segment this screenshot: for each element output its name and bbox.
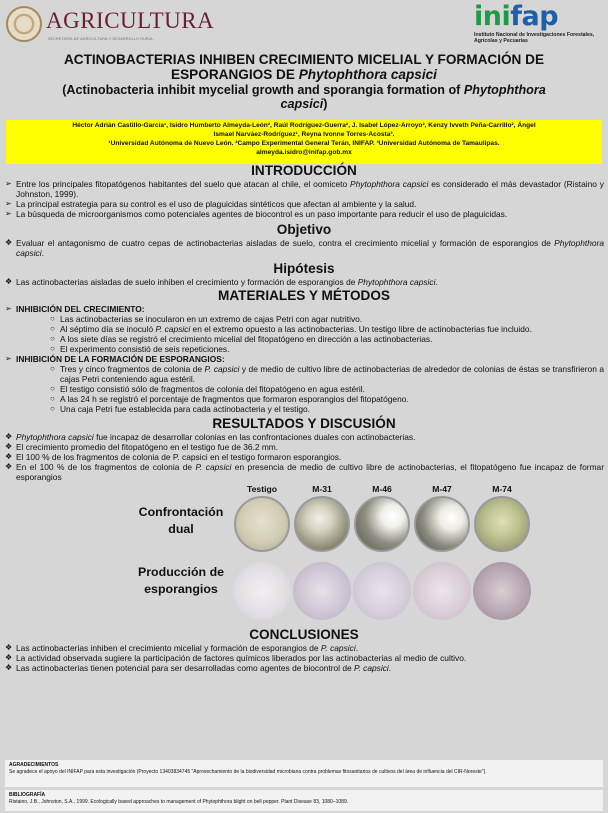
circle-bullet-icon: ○ <box>50 324 55 333</box>
diamond-bullet-icon: ❖ <box>5 462 13 471</box>
microscope-image <box>413 562 471 620</box>
row-label-dual-confrontation: Confrontación dual <box>138 505 224 536</box>
inifap-wordmark: inifap <box>474 1 559 32</box>
circle-bullet-icon: ○ <box>50 314 55 323</box>
circle-bullet-icon: ○ <box>50 404 55 413</box>
results-figure <box>4 484 604 626</box>
institute-name: Instituto Nacional de Investigaciones Forestales, Agrícolas y Pecuarias <box>474 32 595 44</box>
objective-heading: Objetivo <box>276 222 332 237</box>
hypothesis-bullet: ❖ Las actinobacterias aisladas de suelo inhiben el crecimiento y formación de esporangios de Phytophthora capsici. <box>5 277 438 287</box>
row-label-sporangia: Producción de esporangios <box>137 565 225 596</box>
acknowledgements-text: Se agradece el apoyo del INIFAP para esta investigación (Proyecto 13403834745 "Aprovechamiento de la biodiversidad microbiana contra problemas fitosanitarios de cultivos del área de influencia del CIR-Noreste"). <box>9 769 487 775</box>
methods-item: ○ Al séptimo día se inoculó P. capsici en el extremo opuesto a las actinobacterias. Un testigo libre de actinobacterias fue incluido. <box>50 324 532 334</box>
intro-bullet: ➢ Entre los principales fitopatógenos habitantes del suelo que atacan al chile, el oomiceto Phytophthora capsici es considerado el más devastador (Ristaino y Johnston, 1999). <box>5 179 604 199</box>
poster-header <box>0 0 608 52</box>
figure-column-label: M-46 <box>372 484 392 494</box>
results-bullet: ❖ El crecimiento promedio del fitopatógeno en el testigo fue de 36.2 mm. <box>5 442 279 452</box>
contact-email[interactable]: almeyda.isidro@inifap.gob.mx <box>256 149 352 156</box>
methods-subheading: ➢ INHIBICIÓN DE LA FORMACIÓN DE ESPORANGIOS: <box>5 354 225 364</box>
inifap-logo <box>472 2 606 50</box>
authors-block <box>6 120 602 164</box>
microscope-image <box>293 562 351 620</box>
arrow-bullet-icon: ➢ <box>5 209 12 218</box>
conclusion-bullet: ❖ Las actinobacterias inhiben el crecimiento micelial y formación de esporangios de P. capsici. <box>5 643 359 653</box>
methods-item: ○ Las actinobacterias se inocularon en un extremo de cajas Petri con agar nutritivo. <box>50 314 363 324</box>
agriculture-logo <box>6 6 215 46</box>
conclusions-heading: CONCLUSIONES <box>249 627 359 642</box>
diamond-bullet-icon: ❖ <box>5 432 13 441</box>
microscope-image <box>473 562 531 620</box>
diamond-bullet-icon: ❖ <box>5 442 13 451</box>
hypothesis-heading: Hipótesis <box>273 261 335 276</box>
arrow-bullet-icon: ➢ <box>5 199 12 208</box>
bibliography-box <box>5 790 603 811</box>
circle-bullet-icon: ○ <box>50 334 55 343</box>
petri-dish-image <box>234 496 290 552</box>
title-english: (Actinobacteria inhibit mycelial growth and sporangia formation of Phytophthora capsici) <box>62 83 546 111</box>
arrow-bullet-icon: ➢ <box>5 304 12 313</box>
government-seal-icon <box>6 6 42 42</box>
circle-bullet-icon: ○ <box>50 384 55 393</box>
petri-dish-image <box>474 496 530 552</box>
figure-column-label: M-74 <box>492 484 512 494</box>
petri-dish-image <box>354 496 410 552</box>
results-bullet: ❖ Phytophthora capsici fue incapaz de desarrollar colonias en las confrontaciones duales con actinobacterias. <box>5 432 416 442</box>
conclusion-bullet: ❖ Las actinobacterias tienen potencial para ser desarrolladas como agentes de biocontrol de P. capsici. <box>5 663 392 673</box>
poster-body <box>4 163 604 673</box>
arrow-bullet-icon: ➢ <box>5 179 12 188</box>
affiliations: ¹Universidad Autónoma de Nuevo León. ²Campo Experimental General Terán, INIFAP. ³Universidad Autónoma de Tamaulipas. <box>108 140 500 147</box>
figure-column-label: Testigo <box>247 484 277 494</box>
results-bullet: ❖ En el 100 % de los fragmentos de colonia de P. capsici en presencia de medio de cultivo libre de actinobacterias, el fitopatógeno fue incapaz de formar esporangios <box>5 462 604 482</box>
authors-line-1: Héctor Adrián Castillo-García¹, Isidro Humberto Almeyda-León², Raúl Rodríguez-Guerra², J. Isabel López-Arroyo², Kenzy Ivveth Peña-Carrillo², Ángel <box>72 122 536 129</box>
diamond-bullet-icon: ❖ <box>5 663 13 672</box>
petri-dish-image <box>414 496 470 552</box>
diamond-bullet-icon: ❖ <box>5 452 13 461</box>
methods-heading: MATERIALES Y MÉTODOS <box>218 288 390 303</box>
diamond-bullet-icon: ❖ <box>5 277 13 286</box>
methods-item: ○ Una caja Petri fue establecida para cada actinobacteria y el testigo. <box>50 404 311 414</box>
figure-column-label: M-31 <box>312 484 332 494</box>
results-bullet: ❖ El 100 % de los fragmentos de colonia de P. capsici en el testigo formaron esporangios. <box>5 452 342 462</box>
methods-item: ○ El testigo consistió sólo de fragmentos de colonia del fitopatógeno en agua estéril. <box>50 384 365 394</box>
figure-column-label: M-47 <box>432 484 452 494</box>
arrow-bullet-icon: ➢ <box>5 354 12 363</box>
petri-dish-image <box>294 496 350 552</box>
intro-heading: INTRODUCCIÓN <box>251 163 357 178</box>
diamond-bullet-icon: ❖ <box>5 643 13 652</box>
microscope-image <box>353 562 411 620</box>
circle-bullet-icon: ○ <box>50 344 55 353</box>
authors-line-2: Ismael Narváez-Rodríguez¹, Reyna Ivonne Torres-Acosta³. <box>213 131 395 138</box>
methods-item: ○ Tres y cinco fragmentos de colonia de P. capsici y de medio de cultivo libre de actinobacterias de alrededor de colonias de éstas se transfirieron a cajas Petri conteniendo agua estéril. <box>50 364 604 384</box>
title-spanish: ACTINOBACTERIAS INHIBEN CRECIMIENTO MICELIAL Y FORMACIÓN DE ESPORANGIOS DE Phytophthora capsici <box>63 52 545 82</box>
intro-bullet: ➢ La búsqueda de microorganismos como potenciales agentes de biocontrol es un paso importante para reducir el uso de plaguicidas. <box>5 209 508 219</box>
methods-item: ○ A las 24 h se registró el porcentaje de fragmentos que formaron esporangios del fitopatógeno. <box>50 394 409 404</box>
diamond-bullet-icon: ❖ <box>5 238 13 247</box>
intro-bullet: ➢ La principal estrategia para su control es el uso de plaguicidas sintéticos que afectan al ambiente y la salud. <box>5 199 417 209</box>
poster-title <box>0 52 608 111</box>
diamond-bullet-icon: ❖ <box>5 653 13 662</box>
bibliography-heading: BIBLIOGRAFÍA <box>9 792 46 798</box>
methods-item: ○ A los siete días se registró el crecimiento micelial del fitopatógeno en dirección a las actinobacterias. <box>50 334 433 344</box>
circle-bullet-icon: ○ <box>50 364 55 373</box>
acknowledgements-box <box>5 760 603 787</box>
circle-bullet-icon: ○ <box>50 394 55 403</box>
conclusion-bullet: ❖ La actividad observada sugiere la participación de factores químicos liberados por las actinobacterias al medio de cultivo. <box>5 653 467 663</box>
methods-subheading: ➢ INHIBICIÓN DEL CRECIMIENTO: <box>5 304 145 314</box>
acknowledgements-heading: AGRADECIMIENTOS <box>9 762 59 768</box>
agency-name: AGRICULTURA <box>46 8 215 33</box>
results-heading: RESULTADOS Y DISCUSIÓN <box>212 416 396 431</box>
objective-bullet: ❖ Evaluar el antagonismo de cuatro cepas de actinobacterias aisladas de suelo, contra el crecimiento micelial y formación de esporangios de Phytophthora capsici. <box>5 238 604 258</box>
microscope-image <box>233 562 291 620</box>
agency-subtitle: SECRETARÍA DE AGRICULTURA Y DESARROLLO RURAL <box>48 37 154 41</box>
bibliography-text: Ristaino, J.B., Johnston, S.A., 1999. Ecologically based approaches to management of Phytophthora blight on bell pepper. Plant Disease 83, 1080–1089. <box>9 799 349 805</box>
methods-item: ○ El experimento consistió de seis repeticiones. <box>50 344 230 354</box>
